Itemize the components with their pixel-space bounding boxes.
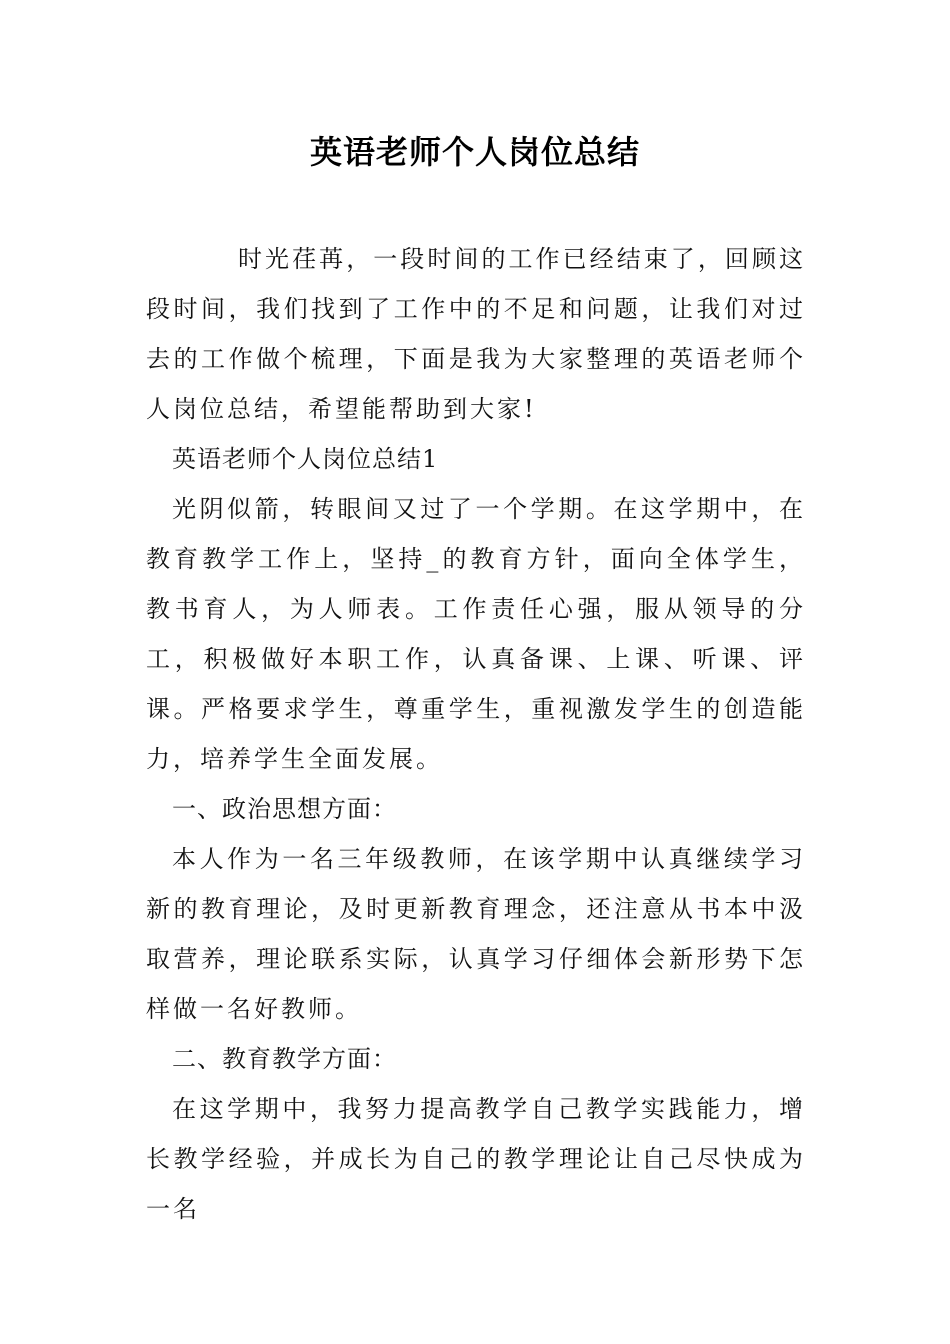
intro-paragraph: 时光荏苒，一段时间的工作已经结束了，回顾这段时间，我们找到了工作中的不足和问题，让我们对过去的工作做个梳理，下面是我为大家整理的英语老师个人岗位总结，希望能帮助到大家! [146, 245, 806, 423]
document-title: 英语老师个人岗位总结 [309, 133, 640, 171]
subsection-heading-teaching: 二、教育教学方面： [172, 1045, 397, 1073]
body-paragraph-3: 在这学期中，我努力提高教学自己教学实践能力，增长教学经验，并成长为自己的教学理论让自己尽快成为一名 [146, 1095, 806, 1223]
section-heading-1: 英语老师个人岗位总结1 [172, 445, 439, 473]
body-paragraph-2: 本人作为一名三年级教师，在该学期中认真继续学习新的教育理论，及时更新教育理念，还注意从书本中汲取营养，理论联系实际，认真学习仔细体会新形势下怎样做一名好教师。 [146, 845, 806, 1023]
body-paragraph-1: 光阴似箭，转眼间又过了一个学期。在这学期中，在教育教学工作上，坚持_的教育方针，面向全体学生，教书育人，为人师表。工作责任心强，服从领导的分工，积极做好本职工作，认真备课、上课、听课、评课。严格要求学生，尊重学生，重视激发学生的创造能力，培养学生全面发展。 [146, 495, 806, 773]
subsection-heading-politics: 一、政治思想方面： [172, 795, 397, 823]
document-body [146, 234, 806, 1234]
